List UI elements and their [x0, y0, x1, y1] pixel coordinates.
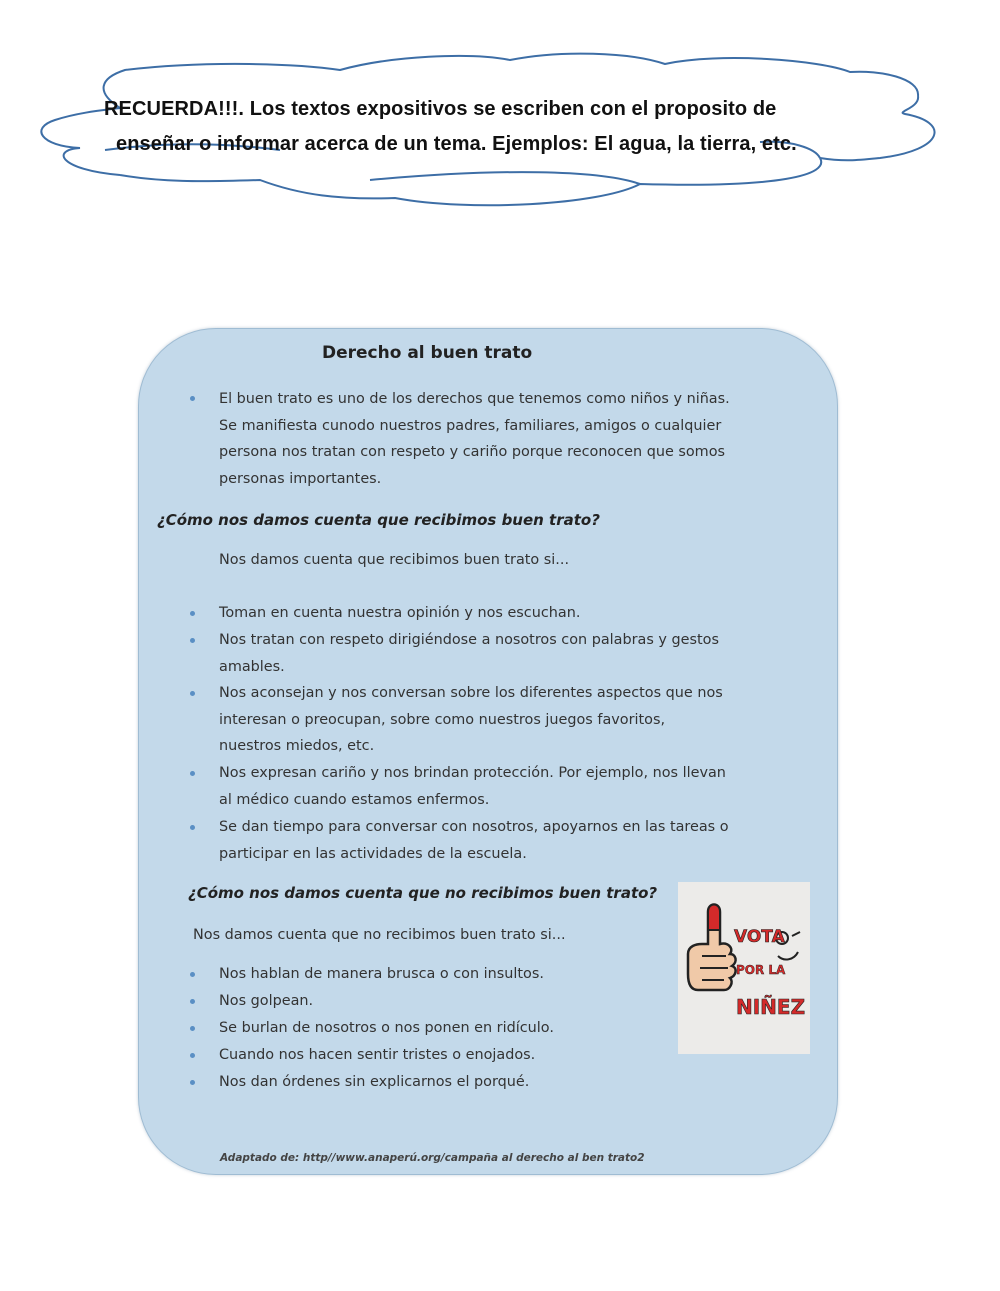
lead-good: Nos damos cuenta que recibimos buen trato si... — [219, 552, 570, 568]
badge-line-1: VOTA — [734, 927, 785, 947]
bullet-dot — [190, 691, 195, 696]
bad-item: Nos dan órdenes sin explicarnos el porqué. — [219, 1074, 530, 1090]
thumbs-up-icon — [678, 882, 810, 1054]
good-item — [219, 600, 580, 627]
bullet-dot — [190, 999, 195, 1004]
item-line: participar en las actividades de la escuela. — [219, 845, 527, 862]
item-line: Nos expresan cariño y nos brindan protección. Por ejemplo, nos llevan — [219, 765, 726, 781]
intro-line: persona nos tratan con respeto y cariño porque reconocen que somos — [219, 444, 726, 460]
section-heading-bad: ¿Cómo nos damos cuenta que no recibimos buen trato? — [188, 884, 658, 902]
good-item — [219, 680, 723, 760]
bullet-dot — [190, 771, 195, 776]
bullet-dot — [190, 972, 195, 977]
bullet-dot — [190, 1026, 195, 1031]
item-line: amables. — [219, 658, 285, 675]
bad-item: Cuando nos hacen sentir tristes o enojados. — [219, 1047, 536, 1063]
bullet-dot — [190, 611, 195, 616]
bad-item: Nos golpean. — [219, 993, 314, 1009]
card-title: Derecho al buen trato — [322, 343, 533, 363]
item-line: al médico cuando estamos enfermos. — [219, 791, 490, 808]
bullet-dot — [190, 825, 195, 830]
good-item — [219, 627, 719, 680]
item-line: Se dan tiempo para conversar con nosotros, apoyarnos en las tareas o — [219, 819, 729, 835]
bad-item: Se burlan de nosotros o nos ponen en ridículo. — [219, 1020, 554, 1036]
item-line: Nos tratan con respeto dirigiéndose a nosotros con palabras y gestos — [219, 632, 719, 648]
good-item — [219, 814, 729, 867]
item-line: nuestros miedos, etc. — [219, 738, 375, 754]
bad-item: Nos hablan de manera brusca o con insultos. — [219, 966, 544, 982]
intro-paragraph — [219, 386, 730, 492]
bullet-dot — [190, 1053, 195, 1058]
cloud-line-1: RECUERDA!!!. Los textos expositivos se escriben con el proposito de — [104, 98, 777, 120]
item-line: Toman en cuenta nuestra opinión y nos escuchan. — [219, 605, 581, 621]
badge-line-2: POR LA — [736, 963, 786, 977]
good-item — [219, 760, 726, 813]
vota-badge-image — [678, 882, 810, 1054]
cloud-line-2: enseñar o informar acerca de un tema. Ejemplos: El agua, la tierra, etc. — [116, 133, 797, 155]
badge-line-3: NIÑEZ — [736, 995, 806, 1019]
intro-line: El buen trato es uno de los derechos que tenemos como niños y niñas. — [219, 391, 730, 407]
intro-line: Se manifiesta cunodo nuestros padres, familiares, amigos o cualquier — [219, 417, 722, 434]
bullet-dot — [190, 638, 195, 643]
lead-bad: Nos damos cuenta que no recibimos buen trato si... — [193, 927, 566, 943]
bullet-dot — [190, 1080, 195, 1085]
item-line: interesan o preocupan, sobre como nuestros juegos favoritos, — [219, 711, 666, 728]
intro-line: personas importantes. — [219, 470, 382, 487]
item-line: Nos aconsejan y nos conversan sobre los diferentes aspectos que nos — [219, 685, 723, 701]
source-citation: Adaptado de: http//www.anaperú.org/campaña al derecho al ben trato2 — [220, 1152, 645, 1164]
section-heading-good: ¿Cómo nos damos cuenta que recibimos buen trato? — [157, 511, 600, 529]
bullet-dot — [190, 396, 195, 401]
